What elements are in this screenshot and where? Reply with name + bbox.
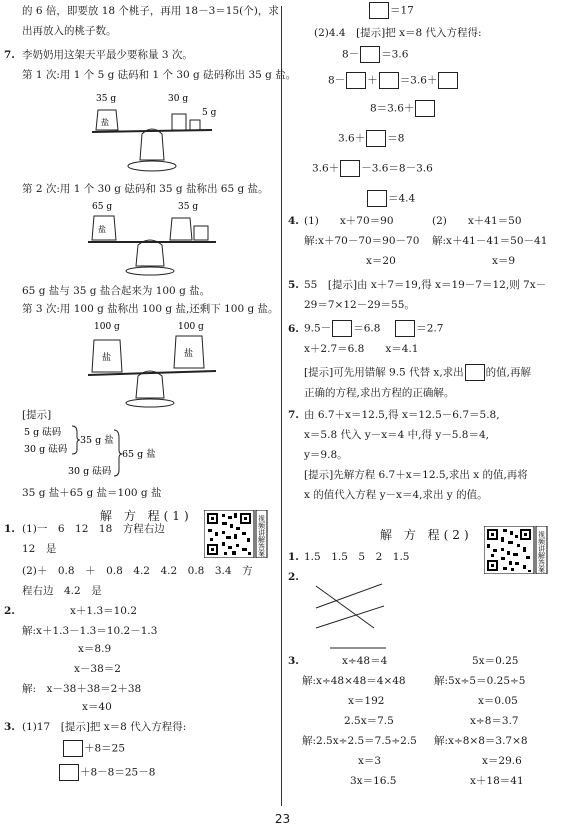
- hint-item: 30 g 砝码: [24, 444, 68, 455]
- balance-figure-1: [80, 90, 230, 182]
- equation-line: [312, 160, 433, 177]
- equation-text: ＝3.6＋: [399, 74, 438, 87]
- equation-text: ＋8＝25: [84, 742, 126, 755]
- question-number: 7.: [288, 409, 299, 421]
- equation-line: [370, 100, 436, 117]
- section-title: 解 方 程(2): [380, 528, 473, 542]
- blank-box: [360, 46, 380, 63]
- hint-item: 35 g 盐: [80, 435, 114, 446]
- equation-text: 8＝3.6＋: [370, 102, 415, 115]
- equation-text: 3.6＋: [312, 162, 340, 175]
- text-line: 12 是: [22, 543, 57, 555]
- text-line: y＝9.8。: [304, 449, 348, 461]
- question-number: 7.: [4, 49, 15, 61]
- weight-label: 35 g: [178, 202, 199, 212]
- equation-line: x＝0.05: [478, 695, 518, 707]
- section-title: 解 方 程(1): [100, 509, 193, 523]
- hint-item: 5 g 砝码: [24, 427, 62, 438]
- salt-label: 盐: [102, 353, 112, 363]
- brace: [114, 430, 122, 476]
- equation-line: 解:5x÷5＝0.25÷5: [434, 675, 526, 687]
- equation-line: x＝8.9: [78, 643, 112, 655]
- equation-text: ＝6.8: [353, 322, 381, 335]
- question-number: 5.: [288, 279, 299, 291]
- question-number: 6.: [288, 323, 299, 335]
- text-line: 29＝7×12－29＝55。: [304, 299, 415, 311]
- equation-text: ＝8: [387, 132, 405, 145]
- text-line: 第 1 次:用 1 个 5 g 砝码和 1 个 30 g 砝码称出 35 g 盐。: [22, 69, 297, 81]
- question-number: 3.: [4, 721, 15, 733]
- text-line: 出再放入的桃子数。: [22, 25, 117, 37]
- text-line: (1)一 6 12 18 方程右边: [22, 523, 165, 535]
- equation-text: ＝17: [390, 4, 414, 17]
- text-line: 55 [提示]由 x＋7＝19,得 x＝19－7＝12,则 7x－: [304, 279, 547, 291]
- equation-text: 9.5－: [304, 322, 332, 335]
- matching-lines-diagram: [308, 578, 408, 652]
- balance-foot: [126, 267, 174, 275]
- text-line: 的 6 倍，即要放 18 个桃子，再用 18－3＝15(个)，求: [22, 5, 279, 17]
- text-line: [304, 364, 531, 381]
- blank-box: [346, 72, 366, 89]
- match-line: [316, 606, 384, 628]
- equation-line: [304, 320, 443, 337]
- blank-box: [379, 72, 399, 89]
- blank-box: [367, 190, 387, 207]
- qr-label: 视频讲解答案: [257, 515, 266, 557]
- balance-base: [140, 129, 164, 160]
- equation-line: x－38＝2: [74, 663, 121, 675]
- equation-text: ＋8－8＝25－8: [80, 766, 156, 779]
- equation-text: 8－: [342, 48, 360, 61]
- blank-box: [63, 740, 83, 757]
- balance-foot: [126, 399, 174, 407]
- blank-box: [366, 130, 386, 147]
- equation-line: x＝192: [348, 695, 385, 707]
- hint-text: 的值,再解: [485, 366, 532, 379]
- equation-line: [328, 72, 459, 89]
- weight-label: 5 g: [202, 108, 217, 118]
- weight-block: [172, 114, 186, 130]
- equation-line: 2.5x＝7.5: [344, 715, 394, 727]
- equation-text: ＝4.4: [388, 192, 416, 205]
- equation-line: x＋2.7＝6.8 x＝4.1: [304, 343, 419, 355]
- equation-line: x÷8＝3.7: [470, 715, 519, 727]
- equation-line: x＝40: [82, 701, 112, 713]
- text-line: x＝5.8 代入 y－x＝4 中,得 y－5.8＝4,: [304, 429, 489, 441]
- equation-line: 解:x＋41－41＝50－41: [432, 235, 548, 247]
- salt-bag: [170, 218, 192, 240]
- balance-base: [136, 240, 164, 266]
- text-line: x 的值代入方程 y－x＝4,求出 y 的值。: [304, 489, 488, 501]
- text-line: 正确的方程,求出方程的正确解。: [304, 387, 455, 399]
- weight-block: [194, 226, 208, 240]
- text-line: 由 6.7＋x＝12.5,得 x＝12.5－6.7＝5.8,: [304, 409, 500, 421]
- text-line: (2)＋ 0.8 ＋ 0.8 4.2 4.2 0.8 3.4 方: [22, 565, 253, 577]
- equation-line: x＝29.6: [482, 755, 522, 767]
- brace: [72, 426, 80, 454]
- blank-box: [332, 320, 352, 337]
- question-number: 3.: [288, 655, 299, 667]
- salt-label: 盐: [98, 225, 106, 234]
- equation-line: x＋1.3＝10.2: [70, 605, 137, 617]
- equation-line: 解:2.5x÷2.5＝7.5÷2.5: [302, 735, 417, 747]
- equation-line: [366, 190, 415, 207]
- weight-label: 100 g: [94, 322, 120, 332]
- equation-line: (1) x＋70＝90: [304, 215, 394, 227]
- equation-text: －3.6＝8－3.6: [361, 162, 433, 175]
- text-line: (2)4.4 [提示]把 x＝8 代入方程得:: [314, 27, 482, 39]
- text-line: 程右边 4.2 是: [22, 585, 102, 597]
- question-number: 2.: [288, 571, 299, 583]
- equation-line: 解:x÷8×8＝3.7×8: [434, 735, 528, 747]
- qr-label: 视频讲解答案: [537, 531, 546, 573]
- equation-line: [62, 740, 125, 757]
- question-number: 2.: [4, 605, 15, 617]
- hint-text: [提示]可先用错解 9.5 代替 x,求出: [304, 366, 464, 379]
- weight-label: 35 g: [96, 94, 117, 104]
- equation-line: [368, 2, 414, 19]
- text-line: 1.5 1.5 5 2 1.5: [304, 551, 410, 563]
- weight-block: [190, 120, 200, 130]
- equation-line: 解: x－38＋38＝2＋38: [22, 683, 142, 695]
- equation-text: ＝2.7: [416, 322, 444, 335]
- equation-line: 解:x＋1.3－1.3＝10.2－1.3: [22, 625, 158, 637]
- equation-line: [58, 764, 155, 781]
- equation-line: 解:x＋70－70＝90－70: [304, 235, 420, 247]
- equation-line: (2) x＋41＝50: [432, 215, 522, 227]
- match-line: [316, 584, 382, 608]
- equation-line: x＝20: [366, 255, 396, 267]
- salt-label: 盐: [184, 349, 194, 359]
- column-divider: [281, 6, 282, 806]
- blank-box: [395, 320, 415, 337]
- equation-line: [338, 130, 404, 147]
- blank-box: [415, 100, 435, 117]
- equation-text: 3.6＋: [338, 132, 366, 145]
- question-number: 1.: [4, 523, 15, 535]
- match-line: [316, 586, 374, 628]
- equation-line: x＝3: [358, 755, 382, 767]
- equation-line: x÷48＝4: [342, 655, 388, 667]
- question-number: 1.: [288, 551, 299, 563]
- balance-figure-3: [80, 318, 230, 410]
- text-line: [提示]先解方程 6.7＋x＝12.5,求出 x 的值,再将: [304, 469, 528, 481]
- qr-code-icon[interactable]: [204, 510, 268, 558]
- page-number: 23: [274, 812, 291, 826]
- blank-box: [438, 72, 458, 89]
- weight-label: 100 g: [178, 322, 204, 332]
- text-line: (1)17 [提示]把 x＝8 代入方程得:: [22, 721, 187, 733]
- equation-text: ＝3.6: [381, 48, 409, 61]
- weight-label: 30 g: [168, 94, 189, 104]
- blank-box: [340, 160, 360, 177]
- weight-label: 65 g: [92, 202, 113, 212]
- text-line: 35 g 盐＋65 g 盐＝100 g 盐: [22, 487, 162, 499]
- equation-line: x＋18＝41: [470, 775, 524, 787]
- text-line: 第 3 次:用 100 g 盐称出 100 g 盐,还剩下 100 g 盐。: [22, 303, 279, 315]
- equation-text: 8－: [328, 74, 346, 87]
- qr-code-icon[interactable]: [484, 526, 548, 574]
- blank-box: [465, 364, 485, 381]
- equation-line: 解:x÷48×48＝4×48: [302, 675, 406, 687]
- hint-item: 65 g 盐: [122, 449, 156, 460]
- equation-text: ＋: [367, 74, 378, 87]
- balance-base: [136, 371, 164, 398]
- hint-brace-diagram: [22, 424, 172, 482]
- hint-item: 30 g 砝码: [68, 466, 112, 477]
- text-line: 第 2 次:用 1 个 30 g 砝码和 35 g 盐称出 65 g 盐。: [22, 183, 269, 195]
- blank-box: [369, 2, 389, 19]
- balance-figure-2: [80, 198, 230, 278]
- equation-line: 5x＝0.25: [472, 655, 519, 667]
- equation-line: x＝9: [492, 255, 516, 267]
- text-line: 65 g 盐与 35 g 盐合起来为 100 g 盐。: [22, 285, 211, 297]
- blank-box: [59, 764, 79, 781]
- salt-label: 盐: [101, 118, 109, 127]
- question-number: 4.: [288, 215, 299, 227]
- equation-line: [342, 46, 408, 63]
- text-line: 李奶奶用这架天平最少要称量 3 次。: [22, 49, 193, 61]
- balance-foot: [128, 161, 176, 171]
- hint-tag: [提示]: [22, 409, 52, 421]
- equation-line: 3x＝16.5: [350, 775, 397, 787]
